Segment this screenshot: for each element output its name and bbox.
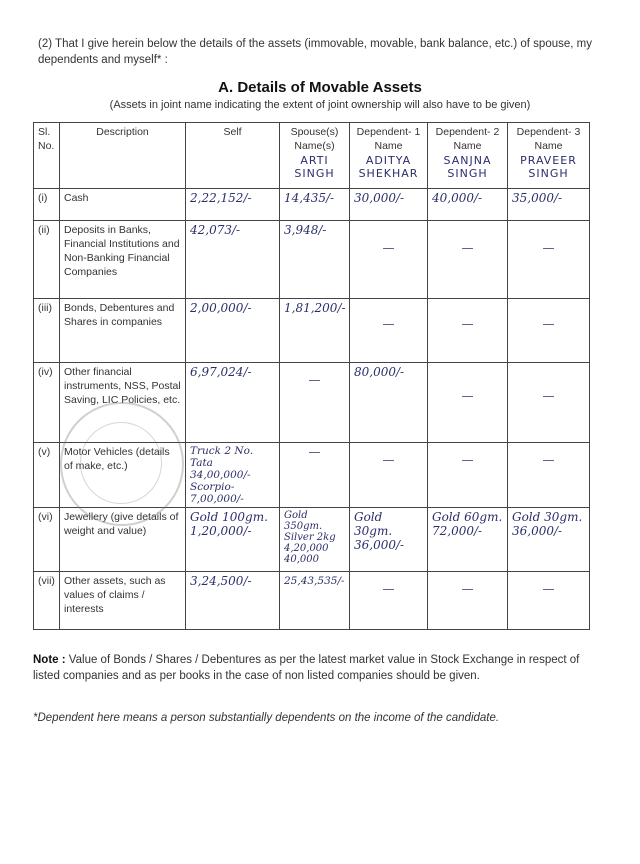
note-block: [33, 652, 593, 684]
dependent-3-name: PRAVEER SINGH: [520, 154, 577, 180]
dep3-value: —: [542, 582, 555, 596]
table-row: [34, 299, 590, 363]
dep3-value: —: [542, 453, 555, 467]
dependent-1-name: ADITYA SHEKHAR: [358, 154, 419, 180]
dep3-value: —: [542, 241, 555, 255]
dep1-value: 30,000/-: [354, 191, 405, 205]
dep3-value: —: [542, 389, 555, 403]
table-header-row: [34, 123, 590, 189]
header-dep2-label: Dependent- 2 Name: [435, 126, 500, 152]
self-value: 3,24,500/-: [190, 574, 252, 588]
dep2-value: —: [461, 389, 474, 403]
section-title: A. Details of Movable Assets: [218, 79, 422, 96]
table-row: [34, 221, 590, 299]
spouse-value: Gold 350gm. Silver 2kg 4,20,000 40,000: [284, 510, 336, 565]
dep1-value: —: [382, 582, 395, 596]
movable-assets-table: [33, 122, 590, 630]
section-subtitle: (Assets in joint name indicating the extent of joint ownership will also have to be given): [109, 99, 531, 111]
spouse-value: —: [308, 445, 321, 459]
row-description: Cash: [60, 189, 186, 221]
dep2-value: —: [461, 453, 474, 467]
dependent-2-name: SANJNA SINGH: [443, 154, 492, 180]
dep3-value: Gold 30gm. 36,000/-: [512, 510, 583, 538]
row-sl: (i): [34, 189, 60, 221]
row-sl: (ii): [34, 221, 60, 299]
self-value: 2,00,000/-: [190, 301, 252, 315]
header-sl: Sl. No.: [34, 123, 60, 189]
dep2-value: —: [461, 317, 474, 331]
note-label: Note :: [33, 654, 66, 666]
self-value: Truck 2 No. Tata 34,00,000/- Scorpio-7,00,000/-: [190, 445, 254, 505]
spouse-value: 3,948/-: [284, 223, 327, 237]
header-spouse: [280, 123, 350, 189]
row-description: Bonds, Debentures and Shares in companies: [60, 299, 186, 363]
row-sl: (vi): [34, 508, 60, 572]
spouse-name: ARTI SINGH: [294, 154, 335, 180]
header-dependent-2: [428, 123, 508, 189]
spouse-value: 25,43,535/-: [284, 575, 345, 587]
row-description: Deposits in Banks, Financial Institutions and Non-Banking Financial Companies: [60, 221, 186, 299]
header-dependent-1: [350, 123, 428, 189]
row-description: Motor Vehicles (details of make, etc.): [60, 443, 186, 508]
row-description: Other assets, such as values of claims / interests: [60, 572, 186, 630]
header-description: Description: [60, 123, 186, 189]
row-sl: (iii): [34, 299, 60, 363]
dep1-value: —: [382, 317, 395, 331]
row-description: Other financial instruments, NSS, Postal Saving, LIC Policies, etc.: [60, 363, 186, 443]
spouse-value: 1,81,200/-: [284, 301, 346, 315]
row-sl: (iv): [34, 363, 60, 443]
dep2-value: Gold 60gm. 72,000/-: [432, 510, 503, 538]
row-sl: (vii): [34, 572, 60, 630]
table-row: [34, 443, 590, 508]
header-dep1-label: Dependent- 1 Name: [356, 126, 421, 152]
dep2-value: 40,000/-: [432, 191, 483, 205]
note-text: Value of Bonds / Shares / Debentures as per the latest market value in Stock Exchange in respect of listed companies and as per books in the case of non listed companies should be given.: [33, 654, 580, 682]
self-value: 6,97,024/-: [190, 365, 252, 379]
header-dependent-3: [508, 123, 590, 189]
dep2-value: —: [461, 241, 474, 255]
dep1-value: Gold 30gm. 36,000/-: [354, 510, 405, 552]
intro-statement: (2) That I give herein below the details of the assets (immovable, movable, bank balance, etc.) of spouse, my dependents and myself* :: [38, 38, 592, 66]
dep3-value: 35,000/-: [512, 191, 563, 205]
dep1-value: 80,000/-: [354, 365, 405, 379]
header-dep3-label: Dependent- 3 Name: [516, 126, 581, 152]
table-row: [34, 189, 590, 221]
dep1-value: —: [382, 453, 395, 467]
dependent-footnote: *Dependent here means a person substantially dependents on the income of the candidate.: [33, 712, 500, 724]
self-value: 2,22,152/-: [190, 191, 252, 205]
row-sl: (v): [34, 443, 60, 508]
spouse-value: —: [308, 373, 321, 387]
spouse-value: 14,435/-: [284, 191, 335, 205]
row-description: Jewellery (give details of weight and value): [60, 508, 186, 572]
header-spouse-label: Spouse(s) Name(s): [290, 126, 339, 152]
table-row: [34, 508, 590, 572]
self-value: Gold 100gm. 1,20,000/-: [190, 510, 268, 538]
self-value: 42,073/-: [190, 223, 241, 237]
dep2-value: —: [461, 582, 474, 596]
header-self: Self: [186, 123, 280, 189]
table-row: [34, 572, 590, 630]
dep3-value: —: [542, 317, 555, 331]
dep1-value: —: [382, 241, 395, 255]
table-row: [34, 363, 590, 443]
